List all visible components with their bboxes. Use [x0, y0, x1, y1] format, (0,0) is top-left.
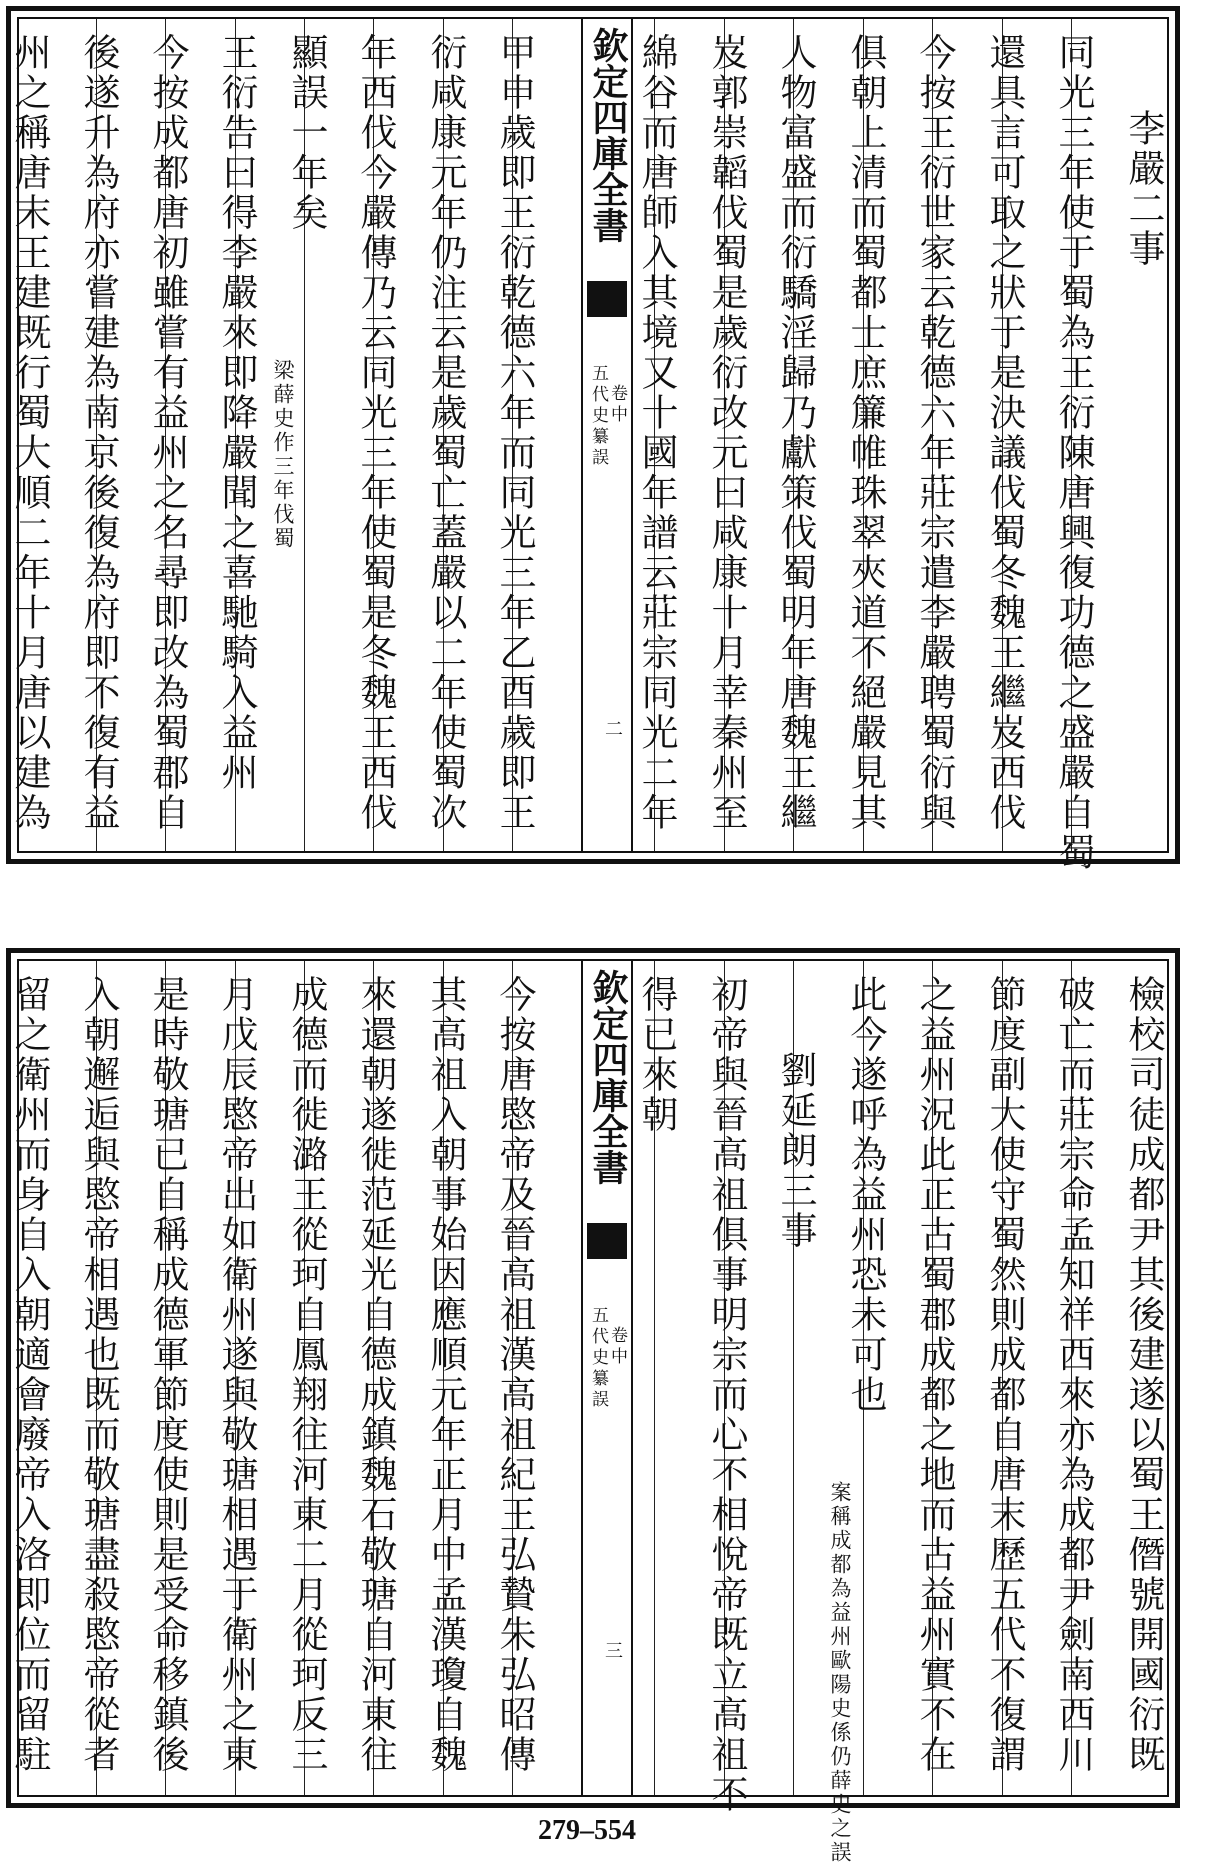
- commentary-note: 案稱成都為益州歐陽史係仍薛史之誤: [828, 1481, 852, 1865]
- section-title: 五代史纂誤: [588, 1306, 608, 1411]
- text-column: 成德而徙潞王從珂自鳳翔往河東二月從珂反三: [285, 975, 328, 1775]
- commentary-note: 梁薛史作三年伐蜀: [271, 359, 295, 551]
- text-column: 人物富盛而衍驕淫歸乃獻策伐蜀明年唐魏王繼: [774, 33, 817, 833]
- text-column: 同光三年使于蜀為王衍陳唐興復功德之盛嚴自蜀: [1052, 33, 1095, 873]
- text-column: 初帝與晉高祖俱事明宗而心不相悅帝既立高祖不: [705, 975, 748, 1815]
- text-column: 衍咸康元年仍注云是歲蜀亡蓋嚴以二年使蜀次: [424, 33, 467, 833]
- text-column: 甲申歲即王衍乾德六年而同光三年乙酉歲即王: [493, 33, 536, 833]
- heading: 劉延朗三事: [774, 1051, 817, 1251]
- book-title: 欽定四庫全書: [587, 27, 629, 243]
- text-column: 俱朝上清而蜀都士庶簾帷珠翠夾道不絕嚴見其: [844, 33, 887, 833]
- text-column: 月戊辰愍帝出如衛州遂與敬瑭相遇于衛州之東: [215, 975, 258, 1775]
- text-column: 檢校司徒成都尹其後建遂以蜀王僭號開國衍既: [1122, 975, 1165, 1775]
- text-column: 其高祖入朝事始因應順元年正月中孟漢瓊自魏: [424, 975, 467, 1775]
- text-column: 得已來朝: [635, 975, 678, 1135]
- text-column: 還具言可取之狀于是決議伐蜀冬魏王繼岌西伐: [983, 33, 1026, 833]
- text-column: 王衍告曰得李嚴來即降嚴聞之喜馳騎入益州: [215, 33, 258, 793]
- center-fold-strip: [581, 961, 633, 1795]
- text-column: 此今遂呼為益州恐未可也: [844, 975, 887, 1415]
- heading: 李嚴二事: [1122, 109, 1165, 269]
- page-number: 279–554: [538, 1815, 636, 1846]
- text-column: 岌郭崇韜伐蜀是歲衍改元曰咸康十月幸秦州至: [705, 33, 748, 833]
- text-column: 入朝邂逅與愍帝相遇也既而敬瑭盡殺愍帝從者: [77, 975, 120, 1775]
- text-column: 今按成都唐初雖嘗有益州之名尋即改為蜀郡自: [146, 33, 189, 833]
- text-column: 今按唐愍帝及晉高祖漢高祖紀王弘贄朱弘昭傳: [493, 975, 536, 1775]
- text-column: 節度副大使守蜀然則成都自唐末歷五代不復謂: [983, 975, 1026, 1775]
- text-column: 顯誤一年矣: [285, 33, 328, 233]
- book-title: 欽定四庫全書: [587, 969, 629, 1185]
- center-fold-strip: [581, 19, 633, 851]
- juan-label: 卷中: [607, 384, 627, 426]
- text-column: 破亡而莊宗命孟知祥西來亦為成都尹劍南西川: [1052, 975, 1095, 1775]
- leaf-number: 三: [602, 1641, 623, 1659]
- text-column: 今按王衍世家云乾德六年莊宗遣李嚴聘蜀衍與: [913, 33, 956, 833]
- text-column: 州之稱唐末王建既行蜀大順二年十月唐以建為: [8, 33, 51, 833]
- top-page-inner-frame: [8, 17, 1169, 873]
- text-column: 留之衛州而身自入朝適會廢帝入洛即位而留駐: [8, 975, 51, 1775]
- text-column: 是時敬瑭已自稱成德軍節度使則是受命移鎮後: [146, 975, 189, 1775]
- section-title: 五代史纂誤: [588, 364, 608, 469]
- text-column: 後遂升為府亦嘗建為南京後復為府即不復有益: [77, 33, 120, 833]
- top-page-panel: [6, 6, 1180, 873]
- text-column: 綿谷而唐師入其境又十國年譜云莊宗同光二年: [635, 33, 678, 833]
- fish-tail-mark: [587, 1223, 627, 1259]
- text-column: 之益州況此正古蜀郡成都之地而古益州實不在: [913, 975, 956, 1775]
- text-column: 來還朝遂徙范延光自德成鎮魏石敬瑭自河東往: [354, 975, 397, 1775]
- leaf-number: 二: [602, 719, 623, 737]
- text-column: 年西伐今嚴傳乃云同光三年使蜀是冬魏王西伐: [354, 33, 397, 833]
- fish-tail-mark: [587, 281, 627, 317]
- juan-label: 卷中: [607, 1326, 627, 1368]
